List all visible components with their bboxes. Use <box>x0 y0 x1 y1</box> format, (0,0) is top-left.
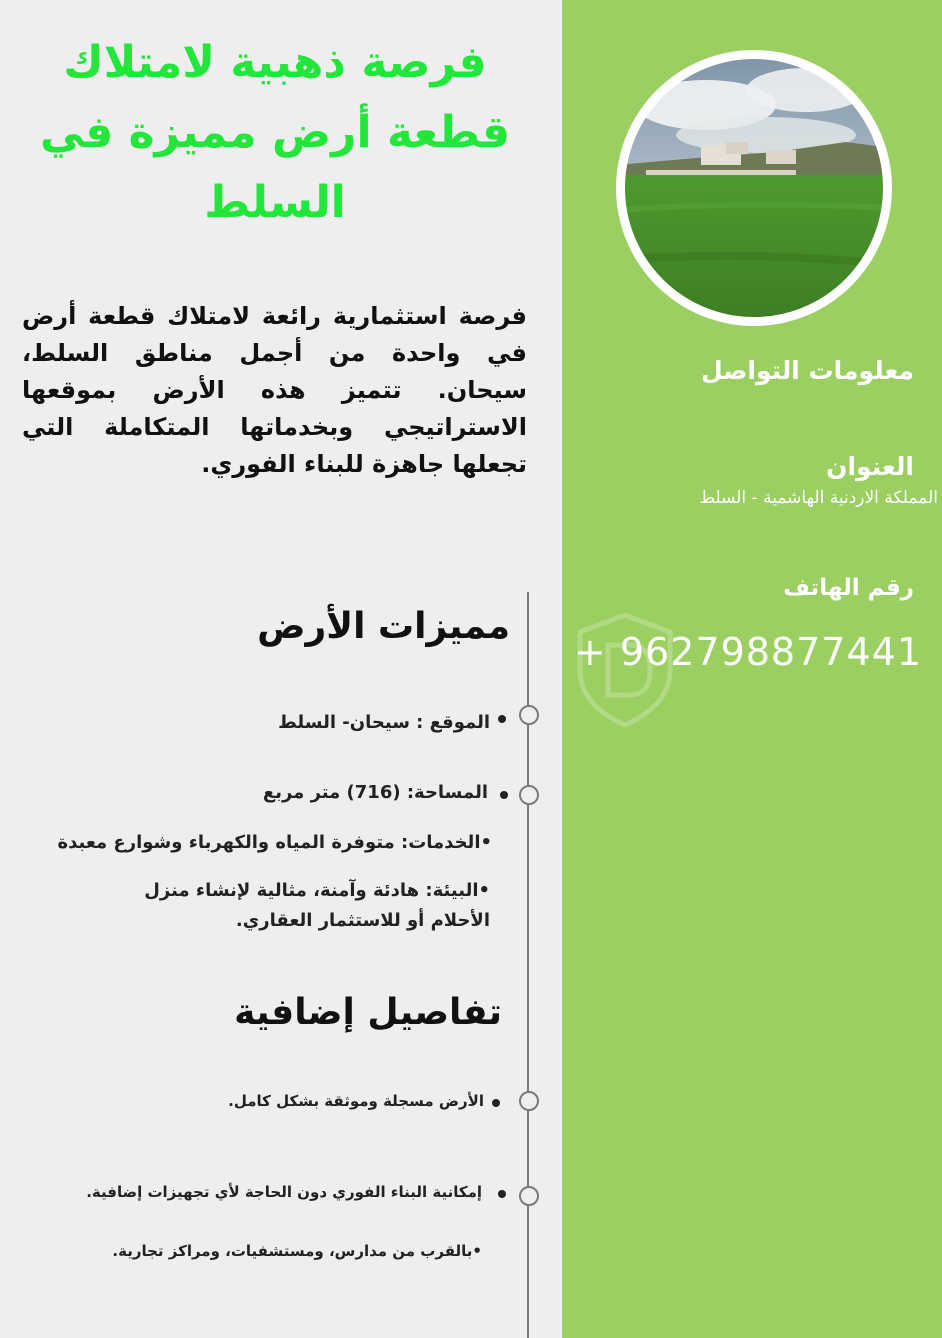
features-heading: مميزات الأرض <box>257 606 510 647</box>
feature-services: •الخدمات: متوفرة المياه والكهرباء وشوارع معبدة <box>57 832 492 853</box>
address-label: العنوان <box>826 452 914 481</box>
land-photo <box>616 50 892 326</box>
shield-logo-watermark-icon <box>570 610 680 734</box>
phone-number[interactable]: + 962798877441 <box>573 630 922 674</box>
feature-environment: •البيئة: هادئة وآمنة، مثالية لإنشاء منزل الأحلام أو للاستثمار العقاري. <box>144 880 490 931</box>
timeline-node <box>519 705 539 725</box>
intro-paragraph: فرصة استثمارية رائعة لامتلاك قطعة أرض في واحدة من أجمل مناطق السلط، سيحان. تتميز هذه الأرض بموقعها الاستراتيجي وبخدماتها المتكاملة التي تجعلها جاهزة للبناء الفوري. <box>22 302 527 478</box>
timeline-node <box>519 1186 539 1206</box>
extra-heading: تفاصيل إضافية <box>234 992 502 1033</box>
timeline-node <box>519 785 539 805</box>
feature-area: المساحة: (716) متر مربع <box>262 782 488 803</box>
bullet-dot <box>500 791 508 799</box>
address-value: المملكة الاردنية الهاشمية - السلط <box>699 488 938 508</box>
page-title <box>10 28 540 238</box>
timeline-line <box>527 592 529 1338</box>
contact-heading: معلومات التواصل <box>700 356 914 385</box>
phone-label: رقم الهاتف <box>783 575 914 601</box>
bullet-dot <box>492 1099 500 1107</box>
title-line-2: قطعة أرض مميزة في <box>39 107 511 158</box>
bullet-dot <box>498 715 506 723</box>
title-line-3: السلط <box>204 177 346 228</box>
feature-location: الموقع : سيحان- السلط <box>278 712 490 733</box>
extra-build-ready: إمكانية البناء الفوري دون الحاجة لأي تجهيزات إضافية. <box>86 1183 482 1201</box>
extra-registered: الأرض مسجلة وموثقة بشكل كامل. <box>228 1092 484 1110</box>
extra-nearby: •بالقرب من مدارس، ومستشفيات، ومراكز تجارية. <box>112 1242 482 1260</box>
watermark-text <box>262 670 552 706</box>
title-line-1: فرصة ذهبية لامتلاك <box>63 37 487 88</box>
timeline-node <box>519 1091 539 1111</box>
bullet-dot <box>498 1190 506 1198</box>
